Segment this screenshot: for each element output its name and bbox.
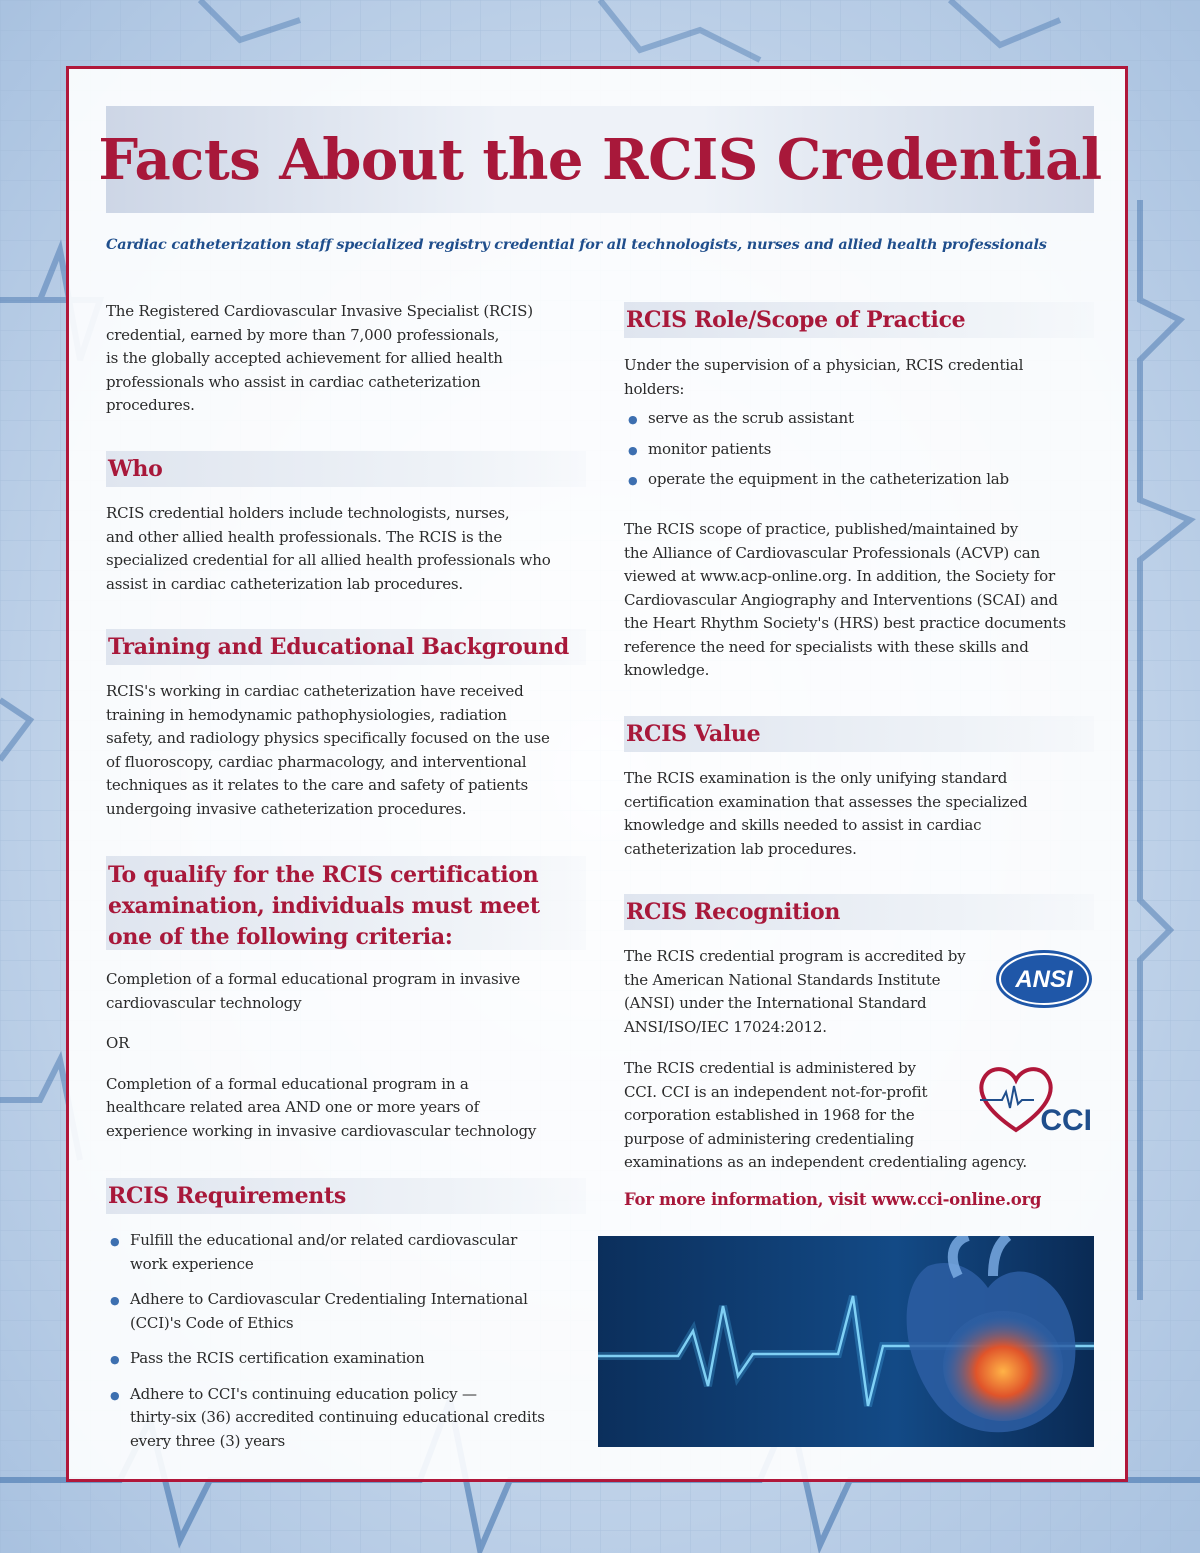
title-banner: [98, 106, 1102, 213]
who-text: RCIS credential holders include technologists, nurses, and other allied health professionals. The RCIS is the specialized credential for all allied health professionals who assist in cardiac catheterization lab procedures.: [106, 504, 551, 593]
page-title: Facts About the RCIS Credential: [98, 126, 1102, 193]
svg-text:CCI: CCI: [1040, 1104, 1092, 1136]
scope-text: The RCIS scope of practice, published/maintained by the Alliance of Cardiovascular Professionals (ACVP) can viewed at www.acp-online.org. In addition, the Society for Cardiovascular Angiography and Interventions (SCAI) and the Heart Rhythm Society's (HRS) best practice documents reference the need for specialists with these skills and knowledge.: [624, 520, 1066, 679]
heart-illustration: [598, 1236, 1094, 1447]
role-intro: Under the supervision of a physician, RCIS credential holders: ● serve as the scrub assistant ● monitor patients ● operate the equipment in the catheterization lab: [624, 354, 1094, 492]
list-item: ● monitor patients: [628, 439, 772, 458]
svg-text:ANSI: ANSI: [1015, 966, 1073, 993]
ansi-logo: [994, 948, 1094, 1010]
requirements-list: [106, 1229, 586, 1453]
training-text: RCIS's working in cardiac catheterization have received training in hemodynamic pathophysiologies, radiation safety, and radiology physics specifically focused on the use of fluoroscopy, cardiac pharmacology, and interventional techniques as it relates to the care and safety of patients undergoing invasive catheterization procedures.: [106, 682, 550, 818]
heading-requirements: RCIS Requirements: [106, 1178, 586, 1214]
heading-qualify: To qualify for the RCIS certification examination, individuals must meet one of the following criteria:: [106, 856, 586, 950]
cci-text: The RCIS credential is administered by CCI. CCI is an independent not-for-profit corporation established in 1968 for the purpose of administering credentialing examinations as an independent credentialing agency.: [624, 1059, 1027, 1171]
cci-logo: [976, 1062, 1096, 1136]
intro-text: The Registered Cardiovascular Invasive Specialist (RCIS) credential, earned by more than 7,000 professionals, is the globally accepted achievement for allied health professionals who assist in cardiac catheterization procedures.: [106, 302, 533, 414]
ansi-text: The RCIS credential program is accredited by the American National Standards Institute (ANSI) under the International Standard ANSI/ISO/IEC 17024:2012.: [624, 947, 966, 1036]
heading-recognition: RCIS Recognition: [624, 894, 1094, 930]
subtitle: Cardiac catheterization staff specialized registry credential for all technologists, nurses and allied health professionals: [106, 236, 1047, 253]
qualify-text: Completion of a formal educational program in invasive cardiovascular technology OR Completion of a formal educational program in a healthcare related area AND one or more years of experience working in invasive cardiovascular technology: [106, 970, 537, 1140]
heading-role: RCIS Role/Scope of Practice: [624, 302, 1094, 338]
heading-training: Training and Educational Background: [106, 629, 586, 665]
list-item: ● serve as the scrub assistant: [628, 409, 854, 427]
list-item: ● Fulfill the educational and/or related cardiovascular work experience: [110, 1231, 518, 1273]
list-item: ● Pass the RCIS certification examination: [110, 1349, 425, 1367]
list-item: ● Adhere to Cardiovascular Credentialing International (CCI)'s Code of Ethics: [110, 1290, 528, 1332]
list-item: ● operate the equipment in the catheterization lab: [628, 470, 1009, 488]
more-info-link[interactable]: For more information, visit www.cci-online.org: [624, 1190, 1042, 1209]
heading-who: Who: [106, 451, 586, 487]
value-text: The RCIS examination is the only unifying standard certification examination that assesses the specialized knowledge and skills needed to assist in cardiac catheterization lab procedures.: [624, 769, 1028, 858]
heading-value: RCIS Value: [624, 716, 1094, 752]
list-item: ● Adhere to CCI's continuing education policy — thirty-six (36) accredited continuing educational credits every three (3) years: [110, 1384, 545, 1450]
